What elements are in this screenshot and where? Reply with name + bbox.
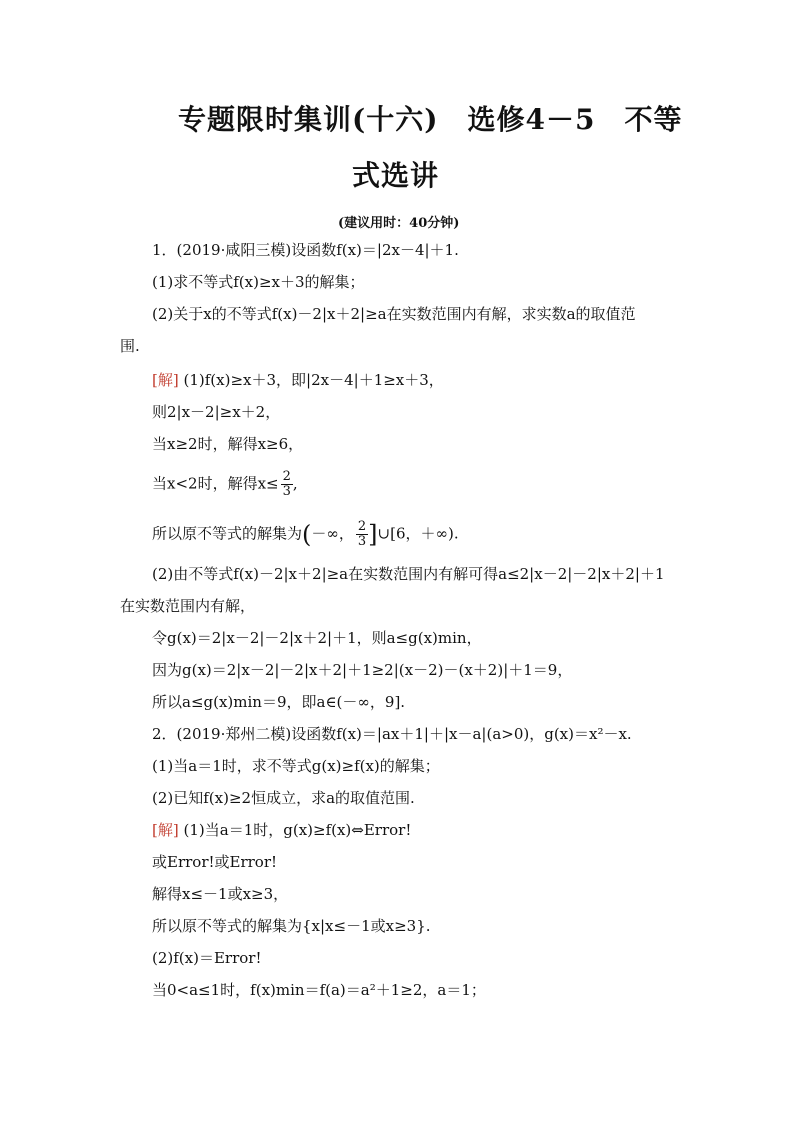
solution-1-line-3: 当x≥2时，解得x≥6， xyxy=(152,435,304,453)
solution-2-line-6: 当0<a≤1时，f(x)min＝f(a)＝a²＋1≥2，a＝1； xyxy=(152,981,486,999)
solution-2-line-1: [解] (1)当a＝1时，g(x)≥f(x)⇔Error! xyxy=(152,821,412,839)
solution-2-line-4: 所以原不等式的解集为{x|x≤－1或x≥3}. xyxy=(152,917,431,935)
suggested-time: (建议用时：40分钟) xyxy=(338,216,460,231)
fraction: $\frac{2}{3}$ xyxy=(282,469,291,499)
solution-1-line-1: [解] (1)f(x)≥x＋3，即|2x－4|＋1≥x＋3， xyxy=(152,371,444,389)
solution-1-line-9: 所以a≤g(x)min＝9，即a∈(－∞，9]. xyxy=(152,693,406,711)
solution-2-line-3: 解得x≤－1或x≥3， xyxy=(152,885,289,903)
problem-1-part-2: (2)关于x的不等式f(x)－2|x＋2|≥a在实数范围内有解，求实数a的取值范 xyxy=(152,305,636,323)
page-title-line-1: 专题限时集训(十六) 选修4－5 不等 xyxy=(178,103,683,136)
solution-tag: [解] xyxy=(152,821,179,839)
solution-1-line-5: 所以原不等式的解集为(－∞， $\frac{2}{3}$ ]∪[6，＋∞). xyxy=(152,519,459,549)
problem-2-part-2: (2)已知f(x)≥2恒成立，求a的取值范围. xyxy=(152,789,415,807)
solution-1-line-4: 当x<2时，解得x≤ $\frac{2}{3}$ , xyxy=(152,469,298,499)
problem-1-part-1: (1)求不等式f(x)≥x＋3的解集； xyxy=(152,273,365,291)
problem-2-part-1: (1)当a＝1时，求不等式g(x)≥f(x)的解集； xyxy=(152,757,440,775)
problem-2-statement: 2．(2019·郑州二模)设函数f(x)＝|ax＋1|＋|x－a|(a>0)，g(x)＝x²－x. xyxy=(152,725,632,743)
solution-1-line-6-cont: 在实数范围内有解， xyxy=(120,597,256,615)
page-title-line-2: 式选讲 xyxy=(352,159,440,192)
solution-1-line-7: 令g(x)＝2|x－2|－2|x＋2|＋1，则a≤g(x)min， xyxy=(152,629,482,647)
fraction: $\frac{2}{3}$ xyxy=(357,519,367,549)
solution-1-line-2: 则2|x－2|≥x＋2， xyxy=(152,403,281,421)
solution-2-line-5: (2)f(x)＝Error! xyxy=(152,949,262,967)
problem-1-part-2-cont: 围. xyxy=(120,337,140,355)
solution-2-line-2: 或Error!或Error! xyxy=(152,853,278,871)
solution-1-line-8: 因为g(x)＝2|x－2|－2|x＋2|＋1≥2|(x－2)－(x＋2)|＋1＝9， xyxy=(152,661,573,679)
solution-tag: [解] xyxy=(152,371,179,389)
solution-1-line-6: (2)由不等式f(x)－2|x＋2|≥a在实数范围内有解可得a≤2|x－2|－2|x＋2|＋1 xyxy=(152,565,665,583)
problem-1-statement: 1．(2019·咸阳三模)设函数f(x)＝|2x－4|＋1. xyxy=(152,241,459,259)
